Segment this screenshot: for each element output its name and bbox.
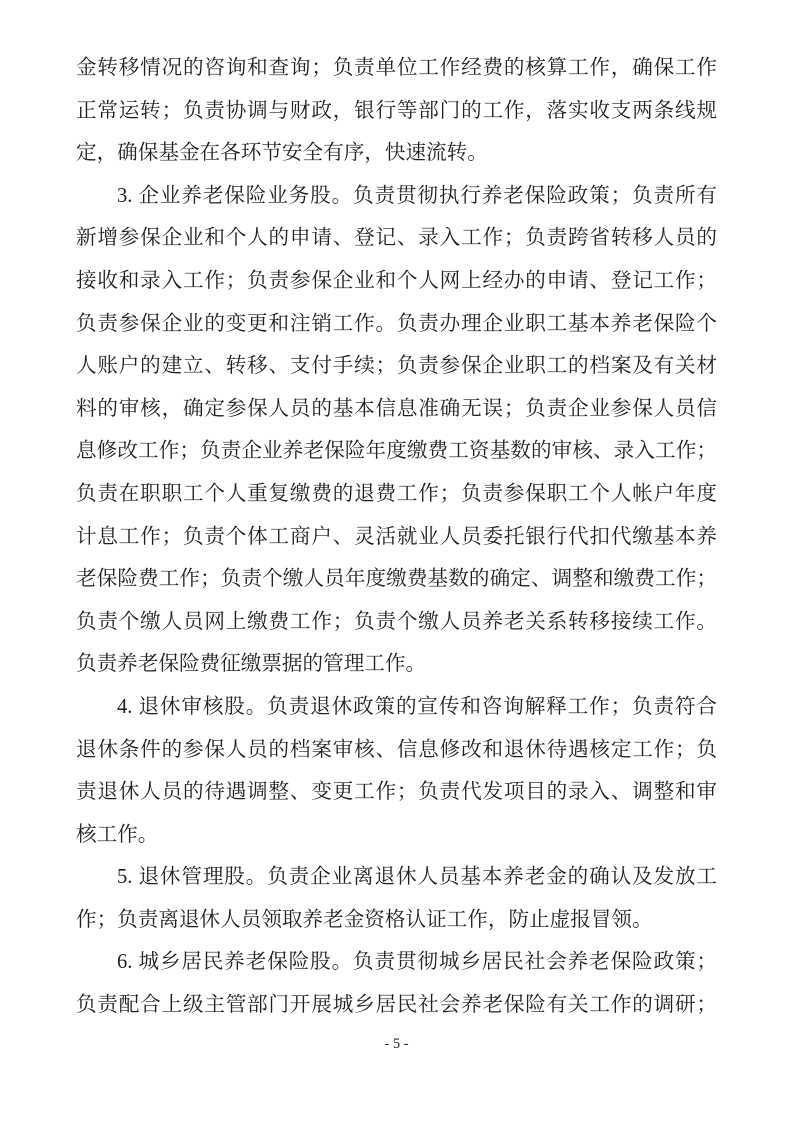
text-line: 金转移情况的咨询和查询；负责单位工作经费的核算工作，确保工作	[76, 57, 717, 79]
text-line: 人账户的建立、转移、支付手续；负责参保企业职工的档案及有关材	[76, 355, 717, 378]
text-line-paragraph-start: 6. 城乡居民养老保险股。负责贯彻城乡居民社会养老保险政策；	[117, 951, 717, 974]
text-line-paragraph-start: 4. 退休审核股。负责退休政策的宣传和咨询解释工作；负责符合	[117, 695, 717, 718]
text-line: 料的审核，确定参保人员的基本信息准确无误；负责企业参保人员信	[76, 397, 717, 420]
text-line-paragraph-start: 3. 企业养老保险业务股。负责贯彻执行养老保险政策；负责所有	[117, 184, 717, 207]
text-line: 作；负责离退休人员领取养老金资格认证工作，防止虚报冒领。	[76, 908, 653, 931]
text-line: 老保险费工作；负责个缴人员年度缴费基数的确定、调整和缴费工作；	[76, 568, 717, 591]
text-line: 负责在职职工个人重复缴费的退费工作；负责参保职工个人帐户年度	[76, 482, 717, 505]
text-line: 计息工作；负责个体工商户、灵活就业人员委托银行代扣代缴基本养	[76, 525, 717, 548]
text-line-paragraph-start: 5. 退休管理股。负责企业离退休人员基本养老金的确认及发放工	[117, 866, 717, 889]
text-line: 负责参保企业的变更和注销工作。负责办理企业职工基本养老保险个	[76, 312, 717, 335]
text-line: 核工作。	[76, 823, 159, 846]
text-line: 负责养老保险费征缴票据的管理工作。	[76, 653, 427, 676]
text-line: 正常运转；负责协调与财政，银行等部门的工作，落实收支两条线规	[76, 99, 717, 122]
text-line: 定，确保基金在各环节安全有序，快速流转。	[76, 142, 488, 165]
text-line: 负责个缴人员网上缴费工作；负责个缴人员养老关系转移接续工作。	[76, 610, 717, 633]
text-line: 新增参保企业和个人的申请、登记、录入工作；负责跨省转移人员的	[76, 227, 717, 250]
text-line: 息修改工作；负责企业养老保险年度缴费工资基数的审核、录入工作；	[76, 440, 717, 463]
text-line: 责退休人员的待遇调整、变更工作；负责代发项目的录入、调整和审	[76, 781, 717, 804]
text-line: 退休条件的参保人员的档案审核、信息修改和退休待遇核定工作；负	[76, 738, 717, 761]
text-line: 负责配合上级主管部门开展城乡居民社会养老保险有关工作的调研；	[76, 994, 717, 1017]
text-line: 接收和录入工作；负责参保企业和个人网上经办的申请、登记工作；	[76, 269, 717, 292]
document-body-text	[76, 47, 717, 1027]
page-number-footer: - 5 -	[384, 1036, 409, 1052]
